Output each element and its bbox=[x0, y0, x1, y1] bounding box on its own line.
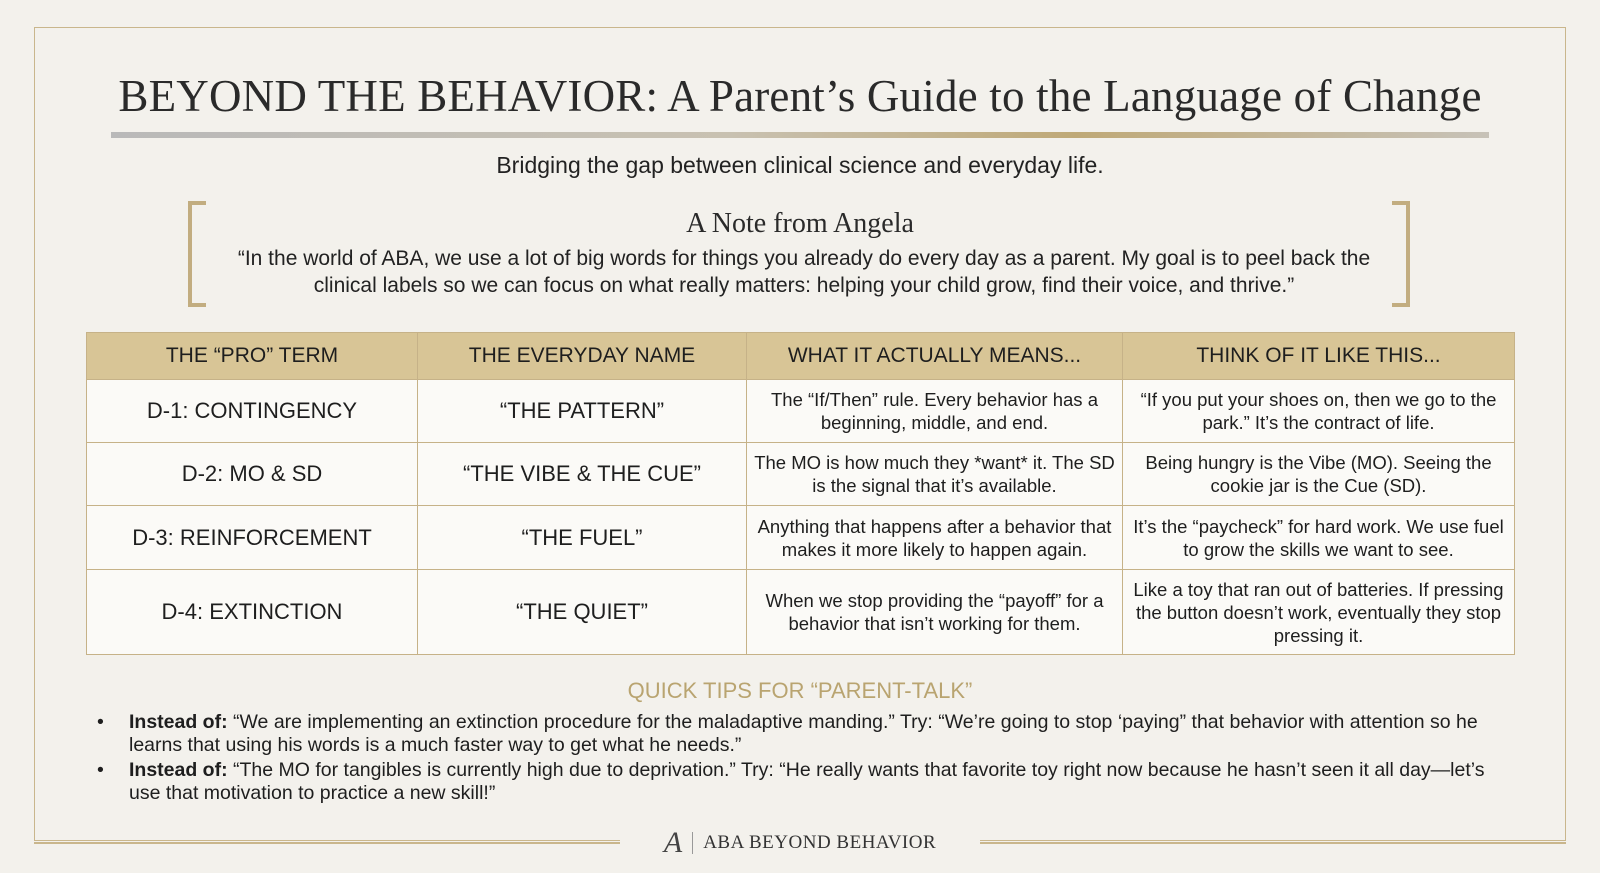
everyday-name-cell: “THE QUIET” bbox=[418, 570, 747, 655]
everyday-name-cell: “THE FUEL” bbox=[418, 506, 747, 570]
table-row bbox=[87, 443, 1515, 506]
pro-term-cell: D-1: CONTINGENCY bbox=[87, 380, 418, 443]
column-header-everyday-name: THE EVERYDAY NAME bbox=[418, 333, 747, 380]
table-row bbox=[87, 380, 1515, 443]
footer-rule-right bbox=[980, 842, 1566, 844]
meaning-cell: The “If/Then” rule. Every behavior has a beginning, middle, and end. bbox=[747, 380, 1123, 443]
bullet-icon: • bbox=[97, 711, 104, 733]
everyday-name-cell: “THE VIBE & THE CUE” bbox=[418, 443, 747, 506]
list-item bbox=[95, 759, 1515, 805]
analogy-cell: It’s the “paycheck” for hard work. We use fuel to grow the skills we want to see. bbox=[1123, 506, 1515, 570]
list-item bbox=[95, 711, 1515, 757]
tip-text: “The MO for tangibles is currently high due to deprivation.” Try: “He really wants that favorite toy right now because he hasn’t seen it all day—let’s use that motivation to practice a new skill!” bbox=[129, 759, 1485, 804]
page-title: BEYOND THE BEHAVIOR: A Parent’s Guide to the Language of Change bbox=[118, 71, 1482, 121]
column-header-pro-term: THE “PRO” TERM bbox=[87, 333, 418, 380]
pro-term-cell: D-4: EXTINCTION bbox=[87, 570, 418, 655]
table-row bbox=[87, 570, 1515, 655]
tip-label: Instead of: bbox=[129, 759, 228, 781]
analogy-cell: Like a toy that ran out of batteries. If pressing the button doesn’t work, eventually they stop pressing it. bbox=[1123, 570, 1515, 655]
note-body: “In the world of ABA, we use a lot of big words for things you already do every day as a parent. My goal is to peel back the clinical labels so we can focus on what really matters: helping your child grow, find their voice, and thrive.” bbox=[237, 247, 1371, 297]
tips-list bbox=[95, 711, 1515, 807]
terms-table bbox=[86, 332, 1515, 655]
monogram-logo: A bbox=[663, 826, 683, 859]
footer-rule-left bbox=[34, 842, 620, 844]
tips-heading: QUICK TIPS FOR “PARENT-TALK” bbox=[627, 678, 973, 703]
brand-name: ABA BEYOND BEHAVIOR bbox=[703, 832, 937, 853]
column-header-meaning: WHAT IT ACTUALLY MEANS... bbox=[747, 333, 1123, 380]
table-row bbox=[87, 506, 1515, 570]
pro-term-cell: D-3: REINFORCEMENT bbox=[87, 506, 418, 570]
bullet-icon: • bbox=[97, 759, 104, 781]
meaning-cell: When we stop providing the “payoff” for a behavior that isn’t working for them. bbox=[747, 570, 1123, 655]
tip-text: “We are implementing an extinction procedure for the maladaptive manding.” Try: “We’re going to stop ‘paying” that behavior with attention so he learns that using his words is a much faster way to get what he needs.” bbox=[129, 711, 1478, 756]
note-heading: A Note from Angela bbox=[686, 208, 914, 239]
meaning-cell: Anything that happens after a behavior that makes it more likely to happen again. bbox=[747, 506, 1123, 570]
analogy-cell: Being hungry is the Vibe (MO). Seeing the cookie jar is the Cue (SD). bbox=[1123, 443, 1515, 506]
page-subtitle: Bridging the gap between clinical science and everyday life. bbox=[496, 152, 1104, 178]
everyday-name-cell: “THE PATTERN” bbox=[418, 380, 747, 443]
column-header-analogy: THINK OF IT LIKE THIS... bbox=[1123, 333, 1515, 380]
title-underline bbox=[111, 132, 1489, 138]
tip-label: Instead of: bbox=[129, 711, 228, 733]
analogy-cell: “If you put your shoes on, then we go to the park.” It’s the contract of life. bbox=[1123, 380, 1515, 443]
footer-divider bbox=[692, 832, 693, 854]
meaning-cell: The MO is how much they *want* it. The SD is the signal that it’s available. bbox=[747, 443, 1123, 506]
pro-term-cell: D-2: MO & SD bbox=[87, 443, 418, 506]
footer-brand bbox=[620, 827, 980, 859]
table-header-row bbox=[87, 333, 1515, 380]
